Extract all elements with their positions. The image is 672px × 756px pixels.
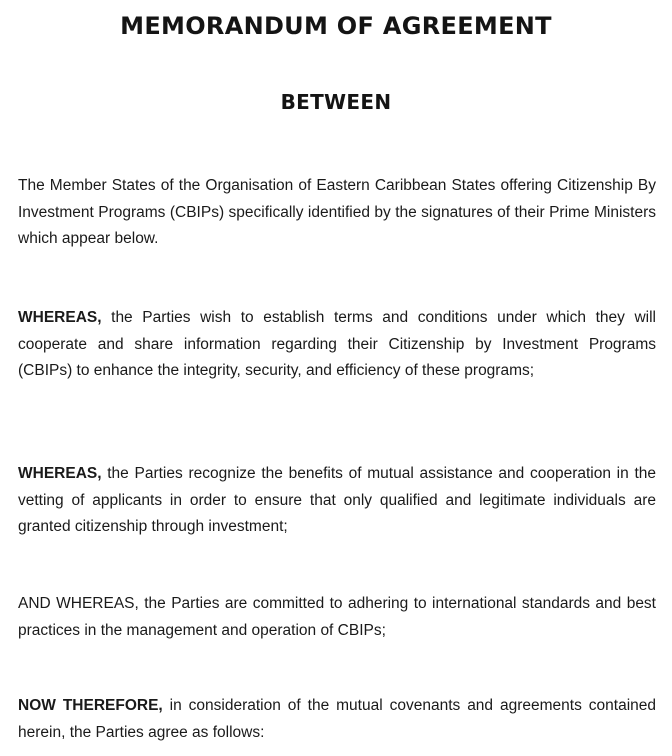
paragraph-now-therefore bbox=[18, 693, 656, 746]
paragraph-whereas-vetting bbox=[18, 461, 656, 541]
paragraph-text: AND WHEREAS, the Parties are committed to adhering to international standards and best practices in the management and operation of CBIPs; bbox=[18, 595, 656, 639]
paragraph-parties bbox=[18, 173, 656, 253]
paragraph-lead: NOW THEREFORE, bbox=[18, 697, 163, 714]
paragraph-text: the Parties wish to establish terms and conditions under which they will cooperate and share information regarding their Citizenship by Investment Programs (CBIPs) to enhance the integrity, security, and efficiency of these programs; bbox=[18, 309, 656, 379]
paragraph-text: the Parties recognize the benefits of mutual assistance and cooperation in the vetting of applicants in order to ensure that only qualified and legitimate individuals are granted citizenship through investment; bbox=[18, 465, 656, 535]
paragraph-lead: WHEREAS, bbox=[18, 309, 102, 326]
paragraph-text: in consideration of the mutual covenants and agreements contained herein, the Parties agree as follows: bbox=[18, 697, 656, 741]
paragraph-text: The Member States of the Organisation of Eastern Caribbean States offering Citizenship By Investment Programs (CBIPs) specifically identified by the signatures of their Prime Ministers which appear below. bbox=[18, 177, 656, 247]
paragraph-lead: WHEREAS, bbox=[18, 465, 102, 482]
paragraph-whereas-cooperate bbox=[18, 305, 656, 385]
paragraph-and-whereas bbox=[18, 591, 656, 644]
document-subtitle: BETWEEN bbox=[280, 90, 392, 114]
document-title: MEMORANDUM OF AGREEMENT bbox=[120, 12, 552, 40]
